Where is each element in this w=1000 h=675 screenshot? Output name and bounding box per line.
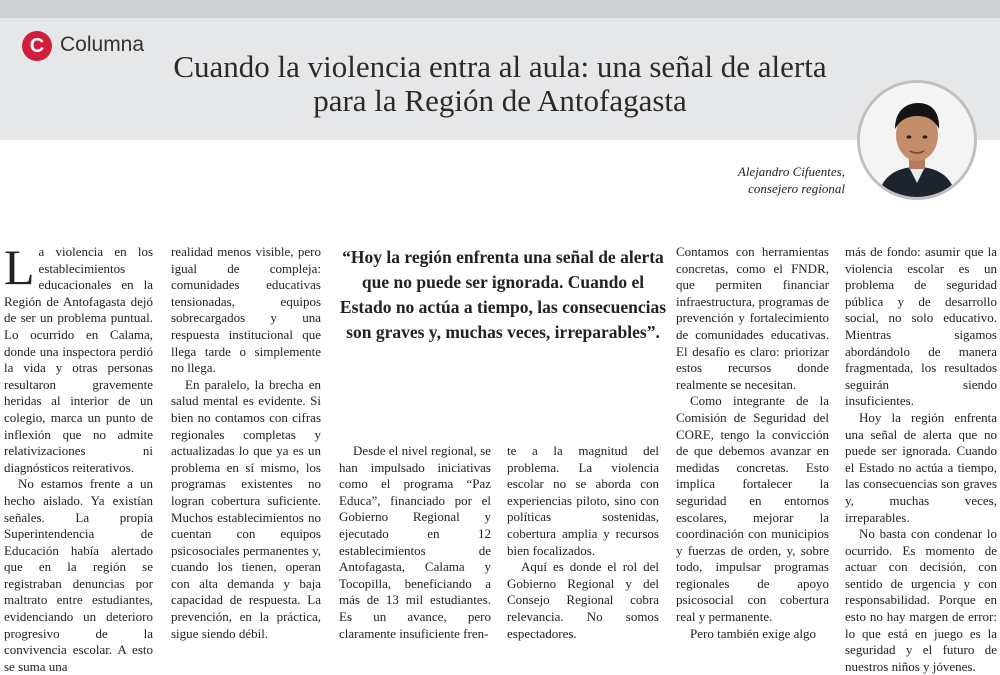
- paragraph: Pero también exige algo: [690, 625, 816, 641]
- author-name: Alejandro Cifuentes,: [737, 164, 845, 179]
- paragraph: Aquí es donde el rol del Gobierno Regional y del Consejo Regional cobra relevancia. No somos espectadores.: [507, 559, 659, 641]
- article-column-4: [507, 443, 659, 642]
- article-column-6: [845, 244, 997, 675]
- paragraph: te a la magnitud del problema. La violencia escolar no se aborda con experiencias piloto, sino con políticas sostenidas, cobertura amplia y recursos bien focalizados.: [507, 443, 659, 558]
- paragraph: Como integrante de la Comisión de Seguridad del CORE, tengo la convicción de que debemos avanzar en medidas concretas. Esto implica fortalecer la seguridad en entornos escolares, mejorar la coordinación con municipios y fuerzas de orden, y, sobre todo, impulsar programas regionales de apoyo psicosocial con cobertura real y permanente.: [676, 393, 829, 625]
- paragraph: En paralelo, la brecha en salud mental es evidente. Si bien no contamos con cifras regionales completas y actualizadas lo que ya es un problema en sí mismo, los programas existentes no logran cobertura suficiente. Muchos establecimientos no cuentan con equipos psicosociales permanentes y, cuando los tienen, operan con alta demanda y baja capacidad de respuesta. La prevención, en la práctica, sigue siendo débil.: [171, 376, 321, 641]
- article-column-1: [4, 239, 153, 675]
- paragraph: Hoy la región enfrenta una señal de alerta que no puede ser ignorada. Cuando el Estado no actúa a tiempo, las consecuencias son graves y, muchas veces, irreparables.: [845, 409, 997, 525]
- article-column-2: [171, 244, 321, 642]
- drop-cap: L: [4, 239, 35, 295]
- author-photo: [857, 80, 977, 200]
- paragraph: Contamos con herramientas concretas, como el FNDR, que permiten financiar infraestructura, programas de prevención y fortalecimiento de comunidades educativas. El desafío es claro: priorizar estos recursos donde realmente se necesitan.: [676, 244, 829, 392]
- headline: Cuando la violencia entra al aula: una señal de alerta para la Región de Antofagasta: [173, 49, 827, 118]
- section-label: Columna: [60, 33, 145, 56]
- paragraph-text: a violencia en los establecimientos educacionales en la Región de Antofagasta dejó de ser un problema puntual. Lo ocurrido en Calama, donde una inspectora perdió la vida y otras personas resultaron gravemente heridas al interior de un colegio, marca un punto de inflexión que no admite relativizaciones ni diagnósticos reiterativos.: [4, 244, 153, 475]
- paragraph: Desde el nivel regional, se han impulsado iniciativas como el programa “Paz Educa”, financiado por el Gobierno Regional y ejecutado en 12 establecimientos de Antofagasta, Calama y Tocopilla, beneficiando a más de 13 mil estudiantes. Es un avance, pero claramente insuficiente fren-: [339, 443, 491, 641]
- article-column-3: [339, 443, 491, 642]
- author-portrait-icon: [860, 83, 974, 197]
- author-byline: [738, 163, 845, 197]
- paragraph: realidad menos visible, pero igual de compleja: comunidades educativas tensionadas, equipos sobrecargados y una respuesta institucional que llega tarde o simplemente no llega.: [171, 244, 321, 376]
- top-bar: [0, 0, 1000, 18]
- paragraph: más de fondo: asumir que la violencia escolar es un problema de seguridad pública y de desarrollo social, no solo educativo. Mientras sigamos abordándolo de manera fragmentada, los resultados seguirán siendo insuficientes.: [845, 244, 997, 409]
- article-column-5: [676, 244, 829, 642]
- pull-quote: “Hoy la región enfrenta una señal de alerta que no puede ser ignorada. Cuando el Estado no actúa a tiempo, las consecuencias son graves y, muchas veces, irreparables”.: [339, 247, 667, 342]
- paragraph: No estamos frente a un hecho aislado. Ya existían señales. La propia Superintendencia de Educación había alertado que en la región se registraban denuncias por maltrato entre estudiantes, evidenciando un deterioro progresivo de la convivencia escolar. A esto se suma una: [4, 476, 153, 674]
- paragraph: [4, 239, 153, 476]
- author-role: consejero regional: [748, 181, 845, 196]
- paragraph: No basta con condenar lo ocurrido. Es momento de actuar con decisión, con sentido de urgencia y con responsabilidad. Porque en esto no hay margen de error: lo que está en juego es la seguridad y el futuro de nuestros niños y jóvenes.: [845, 526, 997, 674]
- column-badge-icon: C: [22, 31, 52, 61]
